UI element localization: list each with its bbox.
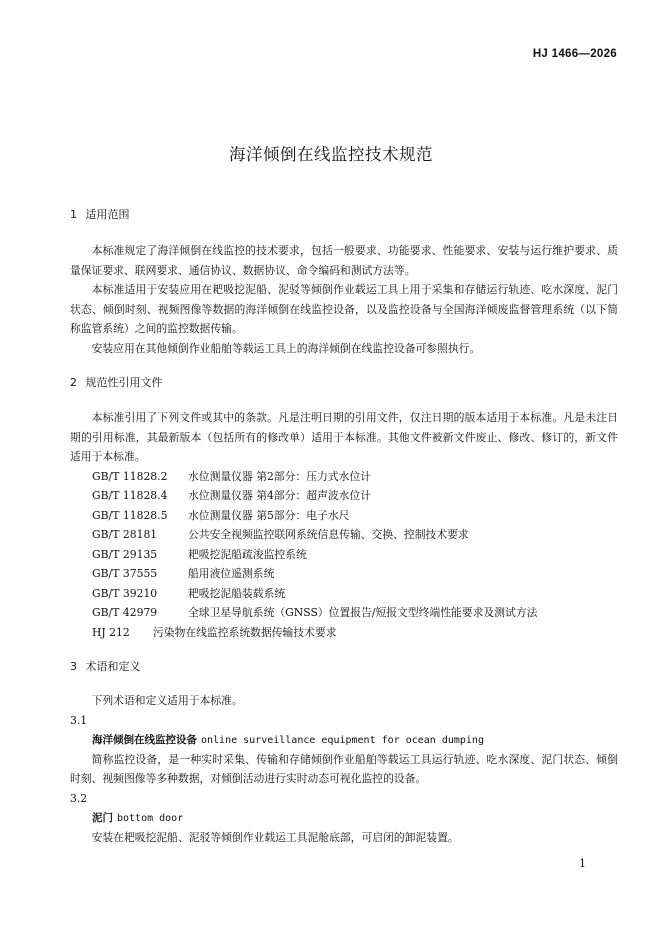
term-heading: [70, 808, 618, 828]
reference-title: 耙吸挖泥船疏浚监控系统: [188, 547, 307, 561]
term-name-zh: 泥门: [92, 811, 113, 824]
page-number: 1: [579, 857, 586, 870]
reference-code: HJ 212: [92, 625, 130, 639]
reference-title: 污染物在线监控系统数据传输技术要求: [153, 625, 337, 639]
term-number: 3.1: [70, 713, 88, 727]
paragraph: 本标准适用于安装应用在耙吸挖泥船、泥驳等倾倒作业载运工具上用于采集和存储运行轨迹、吃水深度、泥门状态、倾倒时刻、视频图像等数据的海洋倾倒在线监控设备，以及监控设备与全国海洋倾废监督管理系统（以下简称监管系统）之间的监控数据传输。: [70, 283, 618, 335]
section-heading: [70, 375, 618, 391]
section-title: 术语和定义: [85, 660, 141, 673]
reference-title: 船用液位遥测系统: [188, 567, 275, 580]
term-definition: 简称监控设备，是一种实时采集、传输和存储倾倒作业船舶等载运工具运行轨迹、吃水深度、泥门状态、倾倒时刻、视频图像等多种数据，对倾倒活动进行实时动态可视化监控的设备。: [70, 752, 618, 785]
section-scope: [70, 207, 618, 358]
paragraph: 本标准规定了海洋倾倒在线监控的技术要求，包括一般要求、功能要求、性能要求、安装与运行维护要求、质量保证要求、联网要求、通信协议、数据协议、命令编码和测试方法等。: [70, 244, 618, 277]
reference-code: GB/T 42979: [92, 606, 158, 619]
section-title: 适用范围: [85, 208, 130, 221]
term-entry: [70, 711, 618, 789]
term-name-en: online surveillance equipment for ocean dumping: [201, 734, 484, 746]
reference-item: [70, 564, 618, 584]
section-heading: [70, 659, 618, 675]
term-number: 3.2: [70, 791, 88, 805]
term-name-en: bottom door: [117, 812, 184, 824]
section-number: 3: [70, 660, 77, 673]
reference-code: GB/T 28181: [92, 528, 158, 541]
reference-item: [70, 584, 618, 604]
paragraph: 下列术语和定义适用于本标准。: [91, 694, 243, 707]
standard-code: HJ 1466—2026: [532, 48, 617, 60]
reference-list: [70, 467, 618, 643]
reference-item: [70, 545, 618, 565]
reference-title: 水位测量仪器 第4部分：超声波水位计: [188, 489, 372, 502]
reference-code: GB/T 11828.2: [92, 469, 168, 483]
reference-title: 公共安全视频监控联网系统信息传输、交换、控制技术要求: [188, 528, 469, 541]
reference-code: GB/T 29135: [92, 547, 158, 561]
section-number: 1: [70, 208, 77, 221]
section-heading: [70, 207, 618, 223]
reference-title: 全球卫星导航系统（GNSS）位置报告/短报文型终端性能要求及测试方法: [188, 606, 538, 619]
document-body: [70, 200, 618, 847]
section-number: 2: [70, 376, 77, 389]
reference-title: 水位测量仪器 第5部分：电子水尺: [188, 508, 350, 522]
reference-item: [70, 603, 618, 623]
reference-item: [70, 525, 618, 545]
section-normative-references: [70, 375, 618, 642]
reference-item: [70, 506, 618, 526]
reference-code: GB/T 39210: [92, 586, 158, 600]
reference-code: GB/T 11828.5: [92, 508, 168, 522]
term-heading: [70, 730, 618, 750]
section-title: 规范性引用文件: [85, 376, 163, 389]
reference-title: 耙吸挖泥船装载系统: [188, 586, 286, 600]
document-title: 海洋倾倒在线监控技术规范: [229, 145, 433, 164]
paragraph: 本标准引用了下列文件或其中的条款。凡是注明日期的引用文件，仅注日期的版本适用于本标准。凡是未注日期的引用标准，其最新版本（包括所有的修改单）适用于本标准。其他文件被新文件废止、修改、修订的，新文件适用于本标准。: [70, 411, 618, 463]
paragraph: 安装应用在其他倾倒作业船舶等载运工具上的海洋倾倒在线监控设备可参照执行。: [91, 341, 481, 355]
reference-code: GB/T 37555: [92, 567, 158, 580]
term-entry: [70, 789, 618, 848]
reference-code: GB/T 11828.4: [92, 489, 168, 502]
reference-item: [70, 623, 618, 643]
section-terms-definitions: [70, 659, 618, 847]
term-definition: 安装在耙吸挖泥船、泥驳等倾倒作业载运工具泥舱底部，可启闭的卸泥装置。: [91, 830, 459, 844]
term-name-zh: 海洋倾倒在线监控设备: [92, 733, 197, 746]
reference-item: [70, 467, 618, 487]
reference-title: 水位测量仪器 第2部分：压力式水位计: [188, 469, 372, 483]
reference-item: [70, 486, 618, 506]
